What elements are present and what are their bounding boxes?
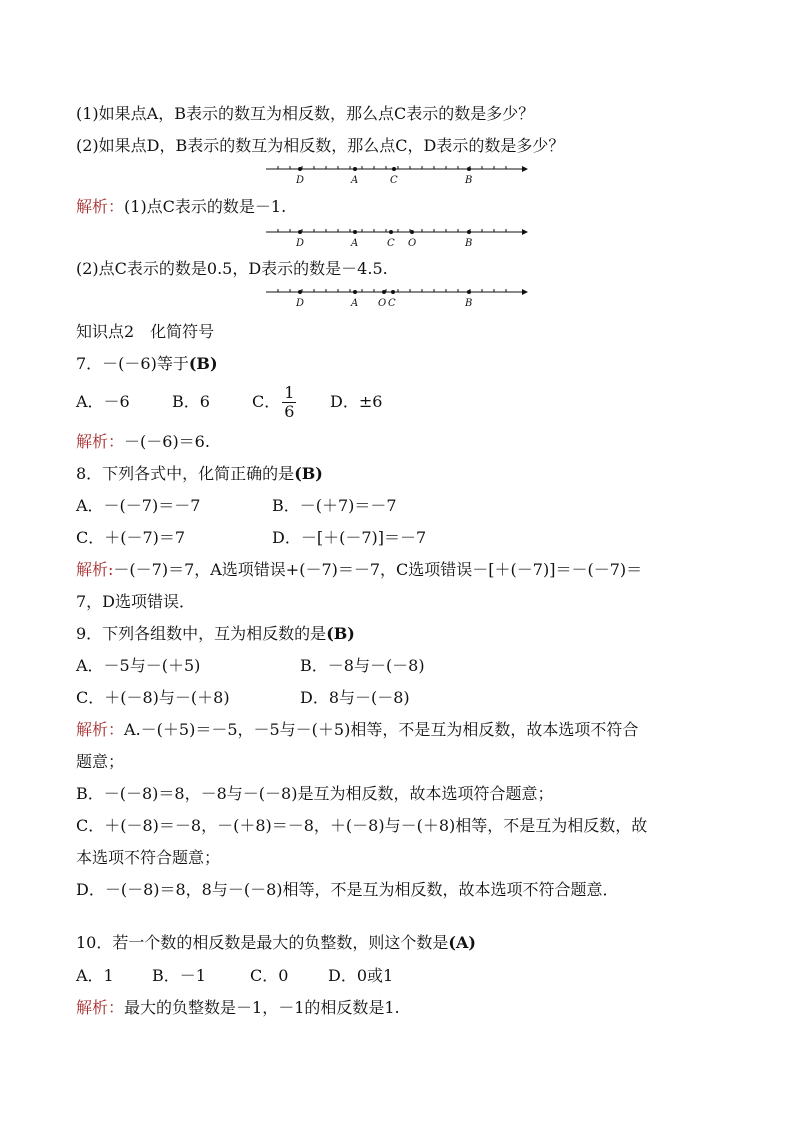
question-10-analysis <box>76 998 400 1018</box>
analysis-text: (1)点C表示的数是－1. <box>124 197 287 216</box>
section-title: 知识点2 化简符号 <box>76 322 215 341</box>
label-b: B <box>465 175 473 186</box>
option-a: A．－5与－(＋5) <box>76 656 201 675</box>
option-a: A．1 <box>76 966 114 985</box>
question-9-analysis-line-6: D．－(－8)＝8，8与－(－8)相等，不是互为相反数，故本选项不符合题意． <box>76 880 619 899</box>
label-b: B <box>465 298 473 309</box>
question-9-options-row-2 <box>76 688 410 708</box>
option-d: D．±6 <box>330 392 383 411</box>
option-b: B．－8与－(－8) <box>300 656 425 675</box>
question-9-analysis-line-3: B．－(－8)＝8，－8与－(－8)是互为相反数，故本选项符合题意； <box>76 784 554 803</box>
question-part-1: (1)如果点A，B表示的数互为相反数，那么点C表示的数是多少？ <box>76 104 535 123</box>
point-o <box>382 290 386 294</box>
option-c: C．＋(－8)与－(＋8) <box>76 688 230 707</box>
question-10-stem: 10．若一个数的相反数是最大的负整数，则这个数是 <box>76 933 449 952</box>
question-7 <box>76 354 218 374</box>
option-a: A．－(－7)＝－7 <box>76 496 201 515</box>
question-8-analysis-line-2: 7，D选项错误． <box>76 592 196 611</box>
question-8-options-row-1 <box>76 496 397 516</box>
question-9-options-row-1 <box>76 656 425 676</box>
option-b: B．－(＋7)＝－7 <box>272 496 397 515</box>
question-9-analysis-line-2: 题意； <box>76 752 125 771</box>
point-c <box>392 167 396 171</box>
point-b <box>467 230 471 234</box>
analysis-text: A.－(＋5)＝－5，－5与－(＋5)相等，不是互为相反数，故本选项不符合 <box>124 720 639 739</box>
question-9-analysis-line-5: 本选项不符合题意； <box>76 848 221 867</box>
question-7-stem: 7．－(－6)等于 <box>76 354 189 373</box>
option-c: C．＋(－7)＝7 <box>76 528 186 547</box>
option-c: C．0 <box>250 966 289 985</box>
question-7-options <box>76 382 382 422</box>
option-c: C． $\frac{1}{6}$ <box>252 383 295 421</box>
analysis-label: 解析： <box>76 197 125 216</box>
question-9-stem: 9．下列各组数中，互为相反数的是 <box>76 624 327 643</box>
point-d <box>298 167 302 171</box>
option-a: A．－6 <box>76 392 130 411</box>
analysis-text: －(－7)＝7，A选项错误+(－7)＝－7，C选项错误－[＋(－7)]＝－(－7)＝ <box>113 560 643 579</box>
option-b: B．－1 <box>152 966 206 985</box>
analysis-part-2: (2)点C表示的数是0.5，D表示的数是－4.5. <box>76 259 388 278</box>
point-a <box>353 167 357 171</box>
analysis-label: 解析： <box>76 432 125 451</box>
number-line-2 <box>266 225 528 249</box>
question-8-options-row-2 <box>76 528 426 548</box>
label-o: O <box>408 238 417 249</box>
point-b <box>467 167 471 171</box>
option-d: D．8与－(－8) <box>300 688 410 707</box>
analysis-label: 解析： <box>76 720 125 739</box>
label-b: B <box>465 238 473 249</box>
fraction-one-sixth: $\frac{1}{6}$ <box>284 383 295 421</box>
question-9 <box>76 624 355 644</box>
point-a <box>353 290 357 294</box>
analysis-text: 最大的负整数是－1，－1的相反数是1. <box>124 998 400 1017</box>
question-10 <box>76 933 476 953</box>
question-7-analysis <box>76 432 210 452</box>
analysis-label: 解析： <box>76 998 125 1017</box>
point-c <box>391 290 395 294</box>
label-d: D <box>296 175 305 186</box>
question-8-stem: 8．下列各式中，化简正确的是 <box>76 464 295 483</box>
point-c <box>389 230 393 234</box>
point-b <box>467 290 471 294</box>
label-c: C <box>387 238 395 249</box>
analysis-part-1 <box>76 197 286 217</box>
question-8-answer: (B) <box>294 464 323 483</box>
option-b: B．6 <box>172 392 210 411</box>
option-d: D．－[＋(－7)]＝－7 <box>272 528 427 547</box>
question-10-answer: (A) <box>448 933 476 952</box>
label-a: A <box>351 238 359 249</box>
question-7-answer: (B) <box>188 354 218 373</box>
question-10-options <box>76 966 393 986</box>
question-9-analysis-line-4: C．＋(－8)＝－8，－(＋8)＝－8，＋(－8)与－(＋8)相等，不是互为相反数，故 <box>76 816 648 835</box>
label-d: D <box>296 238 305 249</box>
label-c: C <box>390 175 398 186</box>
label-a: A <box>351 298 359 309</box>
point-o <box>410 230 414 234</box>
question-9-answer: (B) <box>326 624 355 643</box>
label-o: O <box>378 298 387 309</box>
number-line-3 <box>266 285 528 309</box>
question-8-analysis-line-1 <box>76 560 642 580</box>
label-a: A <box>351 175 359 186</box>
label-d: D <box>296 298 305 309</box>
question-part-2: (2)如果点D，B表示的数互为相反数，那么点C，D表示的数是多少？ <box>76 136 565 155</box>
analysis-label: 解析: <box>76 560 114 579</box>
question-8 <box>76 464 323 484</box>
point-d <box>298 230 302 234</box>
option-d: D．0或1 <box>328 966 394 985</box>
question-9-analysis-line-1 <box>76 720 638 740</box>
analysis-text: －(－6)＝6. <box>124 432 210 451</box>
point-d <box>298 290 302 294</box>
number-line-1 <box>266 162 528 186</box>
label-c: C <box>388 298 396 309</box>
point-a <box>353 230 357 234</box>
